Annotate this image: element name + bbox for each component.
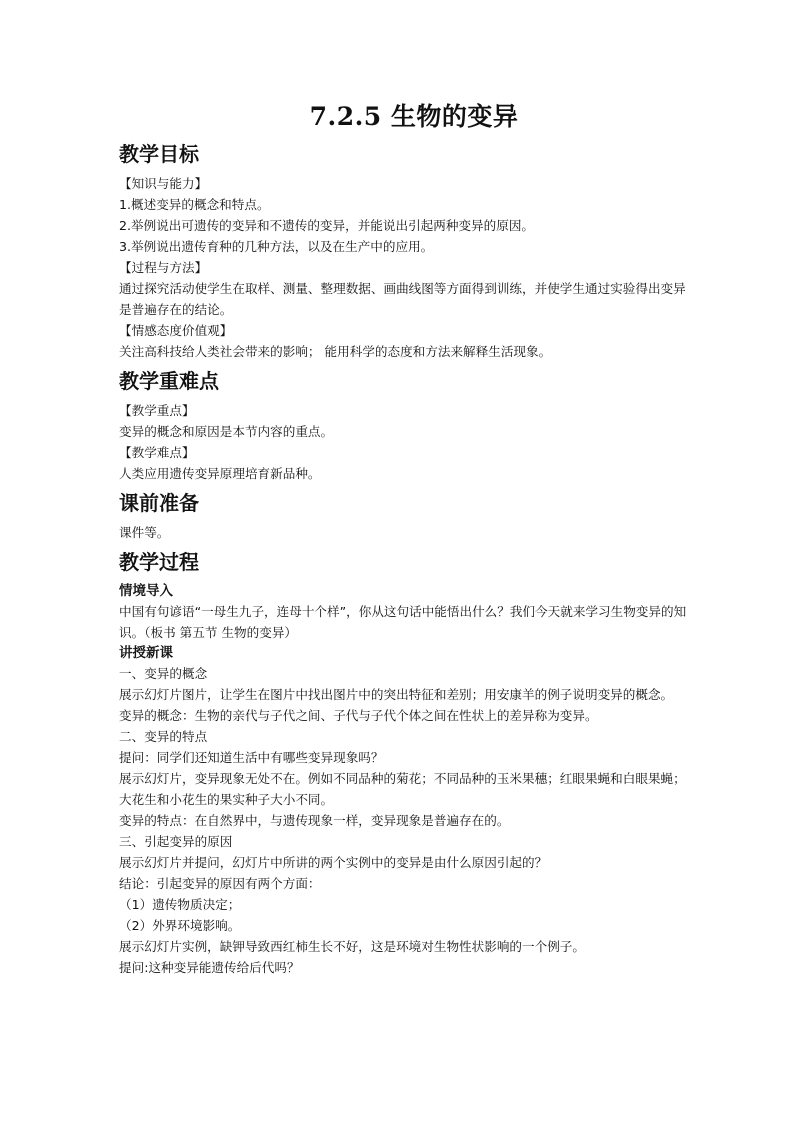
new-lesson-heading: 讲授新课: [119, 645, 173, 661]
part3-text-3: 展示幻灯片实例，缺钾导致西红柿生长不好，这是环境对生物性状影响的一个例子。: [119, 939, 585, 954]
part3-item-1: （1）遗传物质决定；: [119, 897, 241, 912]
knowledge-label: 【知识与能力】: [119, 176, 208, 191]
part3-text-1: 展示幻灯片并提问，幻灯片中所讲的两个实例中的变异是由什么原因引起的？: [119, 855, 548, 870]
knowledge-item-2: 2.举例说出可遗传的变异和不遗传的变异，并能说出引起两种变异的原因。: [119, 218, 535, 233]
document-title: 7.2.5 生物的变异: [309, 102, 519, 131]
intro-text: 中国有句谚语“一母生九子，连母十个样”，你从这句话中能悟出什么？我们今天就来学习生物变异的知识。（板书 第五节 生物的变异）: [119, 604, 687, 640]
part3-text-4: 提问:这种变异能遗传给后代吗？: [119, 960, 300, 975]
difficulty-text: 人类应用遗传变异原理培育新品种。: [119, 466, 321, 481]
knowledge-item-1: 1.概述变异的概念和特点。: [119, 197, 270, 212]
section-heading-key-points: 教学重难点: [119, 369, 219, 393]
knowledge-item-3: 3.举例说出遗传育种的几种方法，以及在生产中的应用。: [119, 239, 434, 254]
focus-text: 变异的概念和原因是本节内容的重点。: [119, 424, 334, 439]
process-label: 【过程与方法】: [119, 260, 208, 275]
part2-title: 二、变异的特点: [119, 729, 208, 744]
difficulty-label: 【教学难点】: [119, 445, 195, 460]
intro-heading: 情境导入: [119, 583, 173, 599]
section-heading-preparation: 课前准备: [119, 491, 199, 515]
document-content: [119, 100, 689, 978]
part2-text-3: 变异的特点：在自然界中，与遗传现象一样，变异现象是普遍存在的。: [119, 813, 510, 828]
section-heading-objectives: 教学目标: [119, 142, 199, 166]
section-heading-process: 教学过程: [119, 550, 199, 574]
part2-text-1: 提问：同学们还知道生活中有哪些变异现象吗？: [119, 750, 384, 765]
part1-title: 一、变异的概念: [119, 666, 208, 681]
part3-title: 三、引起变异的原因: [119, 834, 233, 849]
process-text: 通过探究活动使学生在取样、测量、整理数据、画曲线图等方面得到训练，并使学生通过实验得出变异是普遍存在的结论。: [119, 281, 686, 317]
part2-text-2: 展示幻灯片，变异现象无处不在。例如不同品种的菊花；不同品种的玉米果穗；红眼果蝇和白眼果蝇；大花生和小花生的果实种子大小不同。: [119, 771, 686, 807]
part3-item-2: （2）外界环境影响。: [119, 918, 241, 933]
part3-text-2: 结论：引起变异的原因有两个方面：: [119, 876, 321, 891]
preparation-text: 课件等。: [119, 525, 170, 540]
attitude-label: 【情感态度价值观】: [119, 323, 233, 338]
focus-label: 【教学重点】: [119, 403, 195, 418]
part1-text-1: 展示幻灯片图片，让学生在图片中找出图片中的突出特征和差别；用安康羊的例子说明变异的概念。: [119, 687, 674, 702]
part1-text-2: 变异的概念：生物的亲代与子代之间、子代与子代个体之间在性状上的差异称为变异。: [119, 708, 598, 723]
attitude-text: 关注高科技给人类社会带来的影响； 能用科学的态度和方法来解释生活现象。: [119, 344, 552, 359]
